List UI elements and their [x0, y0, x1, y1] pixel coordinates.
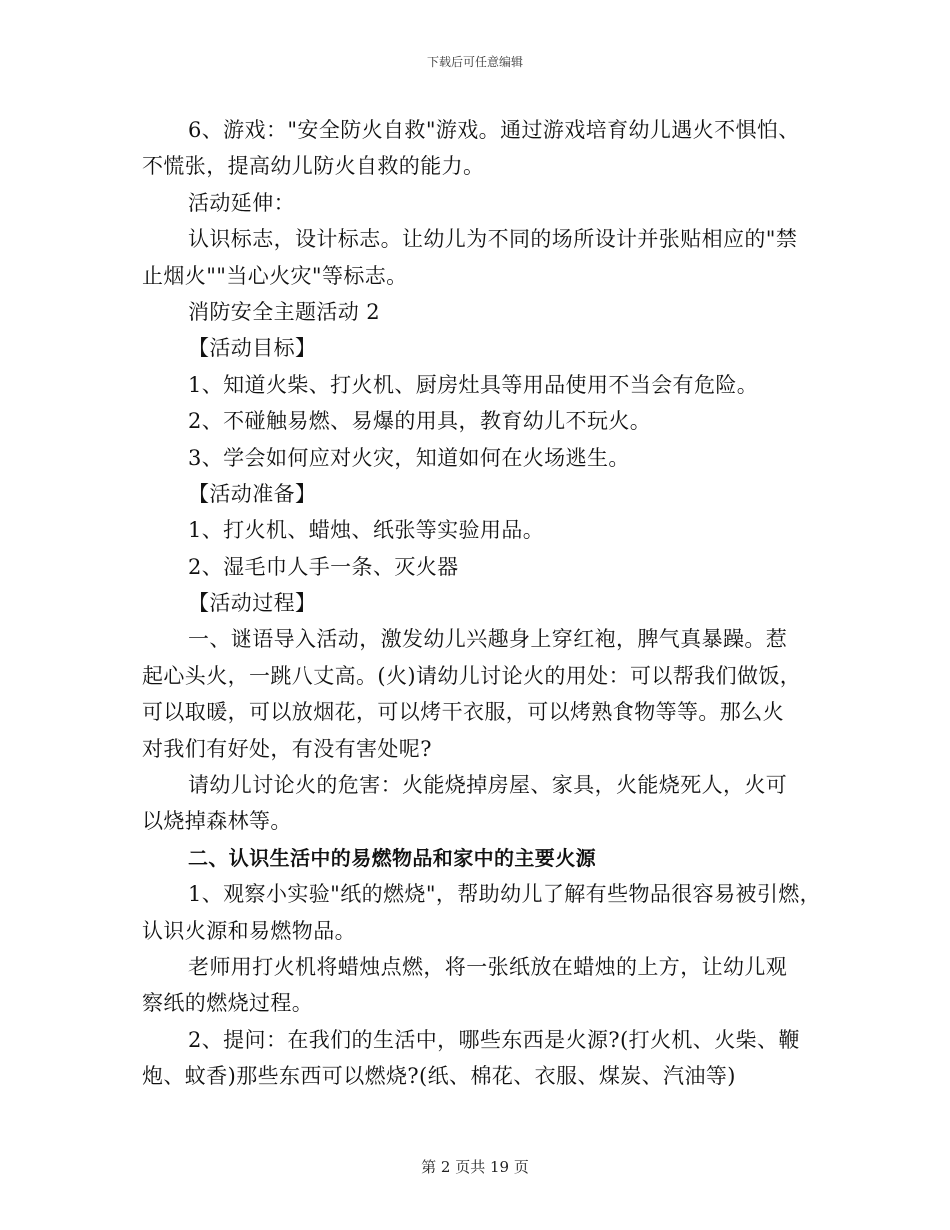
list-item: 1、打火机、蜡烛、纸张等实验用品。: [188, 518, 545, 543]
paragraph-line: 活动延伸：: [188, 190, 295, 215]
paragraph-line: 不慌张，提高幼儿防火自救的能力。: [142, 154, 485, 179]
list-item: 2、不碰触易燃、易爆的用具，教育幼儿不玩火。: [188, 409, 652, 434]
paragraph-line: 一、谜语导入活动，激发幼儿兴趣身上穿红袍，脾气真暴躁。惹: [188, 627, 788, 652]
section-heading: 【活动准备】: [188, 481, 317, 506]
paragraph-line: 2、提问：在我们的生活中，哪些东西是火源?(打火机、火柴、鞭: [188, 1027, 800, 1052]
bold-subheading: 二、认识生活中的易燃物品和家中的主要火源: [188, 845, 596, 870]
section-heading: 【活动过程】: [188, 591, 317, 616]
list-item: 3、学会如何应对火灾，知道如何在火场逃生。: [188, 445, 630, 470]
list-item: 2、湿毛巾人手一条、灭火器: [188, 554, 459, 579]
paragraph-line: 对我们有好处，有没有害处呢?: [142, 736, 432, 761]
paragraph-line: 请幼儿讨论火的危害：火能烧掉房屋、家具，火能烧死人，火可: [188, 773, 788, 798]
section-heading: 【活动目标】: [188, 336, 317, 361]
list-item: 1、知道火柴、打火机、厨房灶具等用品使用不当会有危险。: [188, 372, 759, 397]
page-footer: 第 2 页共 19 页: [421, 1158, 529, 1176]
paragraph-line: 可以取暖，可以放烟花，可以烤干衣服，可以烤熟食物等等。那么火: [142, 700, 784, 725]
paragraph-line: 认识火源和易燃物品。: [142, 918, 356, 943]
section-title: 消防安全主题活动 2: [188, 299, 381, 324]
paragraph-line: 止烟火""当心火灾"等标志。: [142, 263, 408, 288]
paragraph-line: 察纸的燃烧过程。: [142, 991, 314, 1016]
paragraph-line: 6、游戏："安全防火自救"游戏。通过游戏培育幼儿遇火不惧怕、: [188, 118, 800, 142]
document-body: [142, 112, 822, 1095]
paragraph-line: 起心头火，一跳八丈高。(火)请幼儿讨论火的用处：可以帮我们做饭，: [142, 663, 802, 688]
paragraph-line: 以烧掉森林等。: [142, 809, 292, 834]
page-header: 下载后可任意编辑: [426, 55, 523, 69]
paragraph-line: 1、观察小实验"纸的燃烧"，帮助幼儿了解有些物品很容易被引燃，: [188, 882, 822, 907]
paragraph-line: 炮、蚊香)那些东西可以燃烧?(纸、棉花、衣服、煤炭、汽油等): [142, 1064, 736, 1089]
paragraph-line: 老师用打火机将蜡烛点燃，将一张纸放在蜡烛的上方，让幼儿观: [188, 954, 788, 979]
paragraph-line: 认识标志，设计标志。让幼儿为不同的场所设计并张贴相应的"禁: [188, 227, 798, 252]
